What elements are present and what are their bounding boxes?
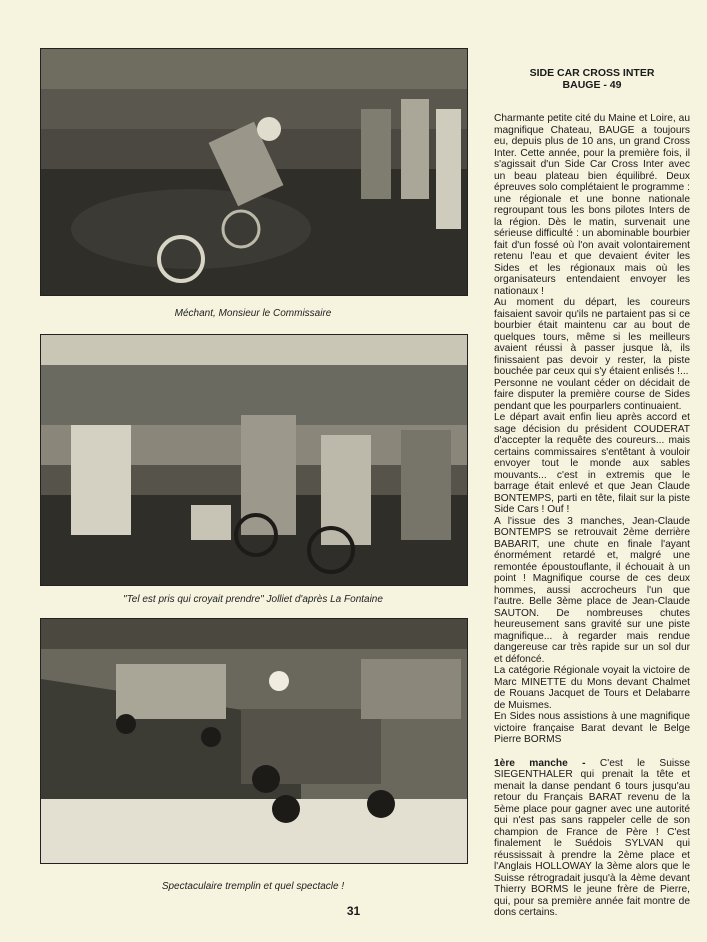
race-report-paragraph: [494, 758, 690, 919]
article-paragraph: Charmante petite cité du Maine et Loire, au magnifique Chateau, BAUGE a toujours eu, depuis plus de 10 ans, un grand Cross Inter. Cette année, pour la première fois, il s'agissait d'un Side Car Cross Inter avec un beau plateau bien équilibré. Deux épreuves solo complétaient le programme : une régionale et une bonne nationale regroupant tous les bons pilotes Inters de la région. Dès le matin, survenait une sérieuse difficulté : un abominable bourbier fait d'un fossé où l'on avait volontairement retenu l'eau et que devaient éviter les Sides et les régionaux mais où les organisateurs entendaient envoyer les nationaux !: [494, 113, 690, 297]
photo-caption: Spectaculaire tremplin et quel spectacle !: [161, 881, 345, 892]
article-paragraph: A l'issue des 3 manches, Jean-Claude BONTEMPS se retrouvait 2ème derrière BABARIT, une chute en finale l'ayant énormément retardé et, malgré une remontée époustouflante, il échouait à un point ! Magnifique course de ces deux hommes, aussi accrocheurs l'un que l'autre. Belle 3ème place de Jean-Claude SAUTON. De nombreuses chutes heureusement sans gravité sur une piste magnifique... à regarder mais rendue dangereuse car très rapide sur un sol dur et défoncé.: [494, 515, 690, 665]
heat-label: 1ère manche -: [494, 757, 586, 769]
page-number: 31: [346, 904, 361, 918]
photo-caption: Méchant, Monsieur le Commissaire: [174, 308, 332, 319]
article-paragraph: En Sides nous assistions à une magnifique victoire française Barat devant le Belge Pierre BORMS: [494, 711, 690, 745]
photo-crowd-race: [40, 334, 468, 586]
photo-sidecar-jump: [40, 618, 468, 864]
photo-caption: "Tel est pris qui croyait prendre" Jolliet d'après La Fontaine: [123, 594, 383, 605]
heat-text: C'est le Suisse SIEGENTHALER qui prenait la tête et menait la danse pendant 6 tours jusqu'au retour du Français BARAT revenu de la 5ème place pour gagner avec une autorité qui n'est pas sans rappeler celle de son champion de France de Père ! C'est finalement le Suédois SYLVAN qui réussissait à prendre la 2ème place et l'Anglais HOLLOWAY la 3ème alors que le Suisse rétrogradait jusqu'à la 4ème devant Thierry BORMS le jeune frère de Pierre, qui, pour sa première année fait montre de dons certains.: [494, 757, 690, 918]
article-column: [494, 48, 690, 919]
article-paragraph: La catégorie Régionale voyait la victoire de Marc MINETTE du Mons devant Chalmet de Rouans Jacquet de Tours et Delabarre de Muismes.: [494, 665, 690, 711]
photo-motocross-crash: [40, 48, 468, 296]
article-paragraph: Le départ avait enfin lieu après accord et sage décision du président COUDERAT d'accepter la requête des coureurs... mais certains commissaires s'entêtant à vouloir envoyer tout le monde aux sables mouvants... c'est in extremis que le barrage était enlevé et que Jean Claude BONTEMPS, parti en tête, filait sur la piste Side Cars ! Ouf !: [494, 412, 690, 515]
article-paragraph: Personne ne voulant céder on décidait de faire disputer la première course de Sides pendant que les pourparlers continuaient.: [494, 377, 690, 412]
article-title: SIDE CAR CROSS INTER BAUGE - 49: [529, 67, 655, 91]
article-paragraph: Au moment du départ, les coureurs faisaient savoir qu'ils ne partaient pas si ce bourbier était maintenu car au bout de quelques tours, même si les meilleurs avaient réussi à passer jusque là, ils finissaient pas devoir y rester, la piste bouchée par ceux qui s'y étaient enlisés !...: [494, 297, 690, 377]
